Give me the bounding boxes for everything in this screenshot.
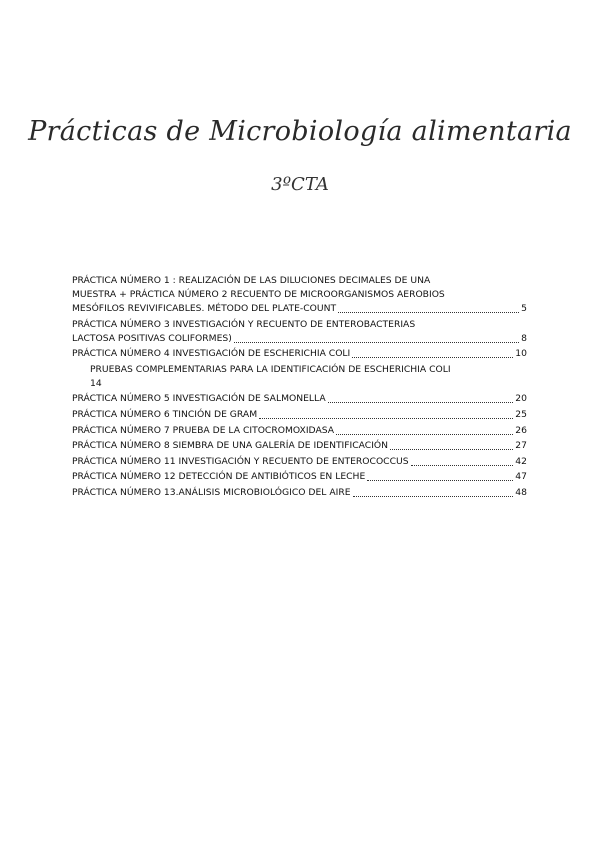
toc-entry-title: PRÁCTICA NÚMERO 4 INVESTIGACIÓN DE ESCHERICHIA COLI: [72, 348, 351, 360]
toc-page-number: 10: [515, 348, 527, 360]
toc-page-number: 27: [515, 440, 527, 452]
toc-entry-title: PRÁCTICA NÚMERO 5 INVESTIGACIÓN DE SALMONELLA: [72, 393, 326, 405]
dot-leader: [352, 357, 513, 358]
toc-page-number: 26: [515, 424, 527, 436]
dot-leader: [353, 496, 514, 497]
toc-page-number: 25: [515, 408, 527, 420]
toc-entry[interactable]: [72, 424, 527, 438]
dot-leader: [336, 434, 513, 435]
toc-entry[interactable]: [72, 486, 527, 500]
toc-entry[interactable]: [72, 408, 527, 422]
toc-entry[interactable]: [72, 470, 527, 484]
toc-page-number: 5: [521, 303, 527, 314]
toc-entry-sub[interactable]: [72, 363, 527, 391]
toc-entry-line: PRÁCTICA NÚMERO 1 : REALIZACIÓN DE LAS DILUCIONES DECIMALES DE UNA: [72, 275, 431, 286]
toc-entry[interactable]: [72, 392, 527, 406]
toc-entry-title: PRÁCTICA NÚMERO 12 DETECCIÓN DE ANTIBIÓTICOS EN LECHE: [72, 471, 366, 483]
toc-page-number: 42: [515, 455, 527, 467]
toc-entry-title: PRÁCTICA NÚMERO 6 TINCIÓN DE GRAM: [72, 408, 258, 420]
toc-page-number: 8: [521, 332, 527, 344]
toc-entry-line: MUESTRA + PRÁCTICA NÚMERO 2 RECUENTO DE MICROORGANISMOS AEROBIOS: [72, 289, 445, 300]
dot-leader: [367, 480, 513, 481]
toc-entry-line: PRÁCTICA NÚMERO 3 INVESTIGACIÓN Y RECUENTO DE ENTEROBACTERIAS: [72, 318, 416, 330]
toc-entry-title: PRÁCTICA NÚMERO 13.ANÁLISIS MICROBIOLÓGICO DEL AIRE: [72, 486, 351, 498]
toc-entry-title: LACTOSA POSITIVAS COLIFORMES): [72, 332, 232, 344]
toc-page-number: 14: [90, 377, 102, 389]
document-title: Prácticas de Microbiología alimentaria: [28, 116, 572, 147]
dot-leader: [411, 465, 514, 466]
toc-entry-title: PRÁCTICA NÚMERO 7 PRUEBA DE LA CITOCROMOXIDASA: [72, 424, 335, 436]
toc-page-number: 47: [515, 471, 527, 483]
toc-entry[interactable]: [72, 274, 527, 316]
dot-leader: [234, 342, 519, 343]
dot-leader: [390, 449, 513, 450]
toc-entry-title: PRUEBAS COMPLEMENTARIAS PARA LA IDENTIFICACIÓN DE ESCHERICHIA COLI: [90, 363, 451, 375]
table-of-contents: [72, 274, 527, 502]
toc-entry-title: PRÁCTICA NÚMERO 11 INVESTIGACIÓN Y RECUENTO DE ENTEROCOCCUS: [72, 455, 409, 467]
toc-page-number: 48: [515, 486, 527, 498]
toc-page-number: 20: [515, 393, 527, 405]
toc-entry[interactable]: [72, 439, 527, 453]
dot-leader: [259, 418, 513, 419]
document-subtitle: 3ºCTA: [271, 174, 329, 195]
toc-entry[interactable]: [72, 318, 527, 346]
toc-entry[interactable]: [72, 455, 527, 469]
dot-leader: [338, 312, 519, 313]
toc-entry[interactable]: [72, 347, 527, 361]
dot-leader: [328, 402, 514, 403]
toc-entry-title: MESÓFILOS REVIVIFICABLES. MÉTODO DEL PLATE-COUNT: [72, 303, 337, 314]
toc-entry-title: PRÁCTICA NÚMERO 8 SIEMBRA DE UNA GALERÍA DE IDENTIFICACIÓN: [72, 440, 389, 452]
